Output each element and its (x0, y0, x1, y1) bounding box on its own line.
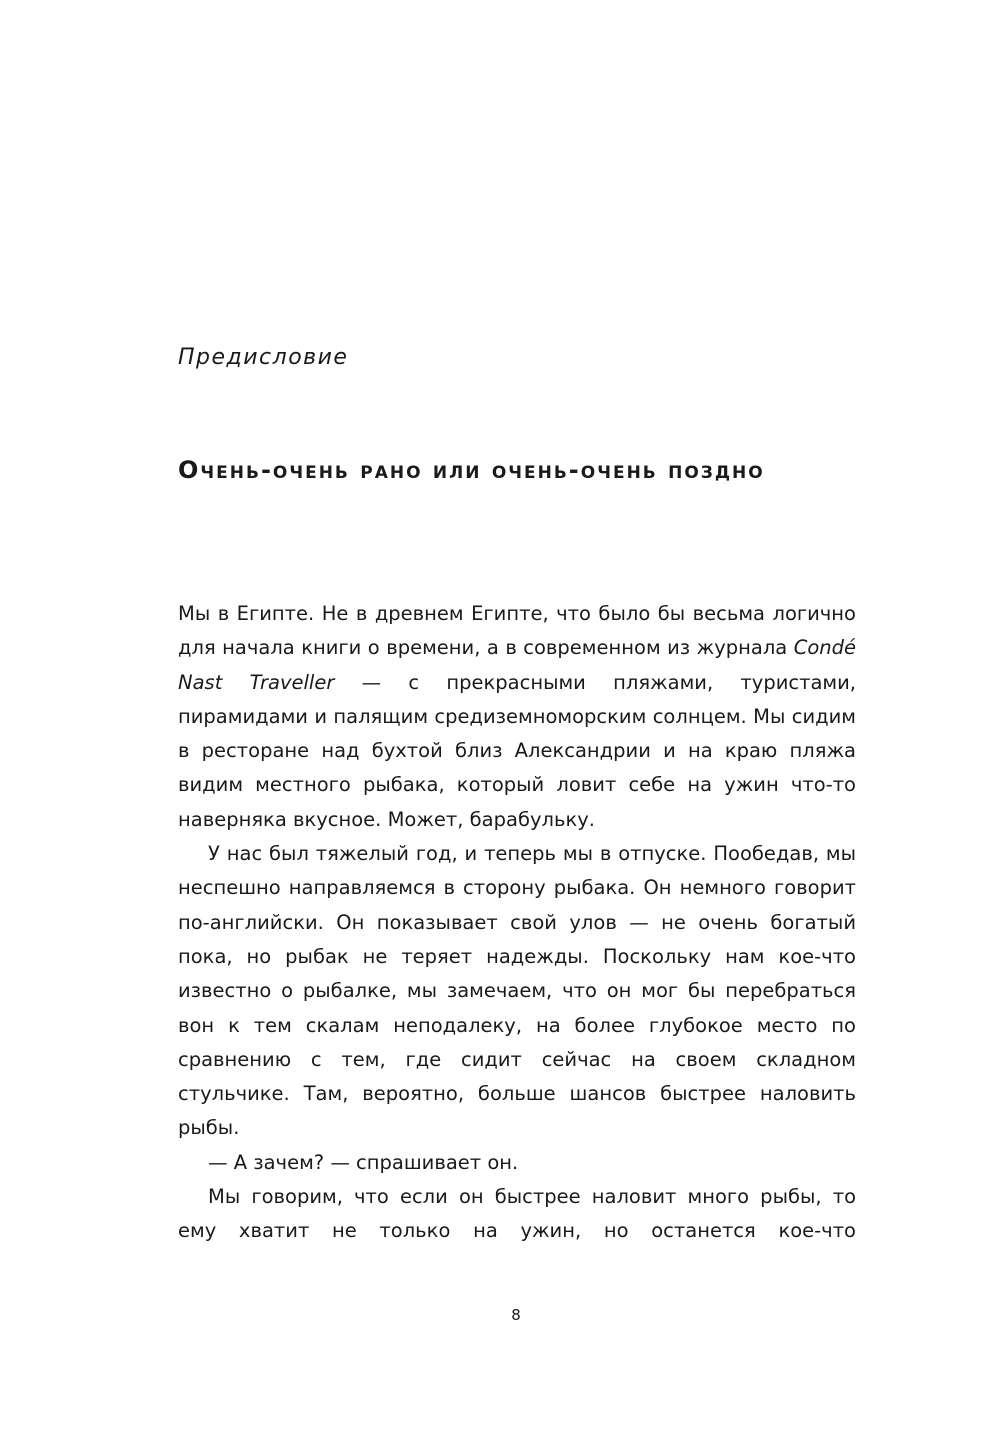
page-number: 8 (511, 1306, 521, 1324)
body-text (178, 597, 856, 1249)
paragraph-3: — А зачем? — спрашивает он. (208, 1150, 519, 1174)
chapter-title: Очень-очень рано или очень-очень поздно (178, 456, 765, 484)
section-label: Предисловие (178, 345, 349, 370)
paragraph-1 (178, 597, 856, 837)
paragraph-1-end: — с прекрасными пляжами, туристами, пирамидами и палящим средиземноморским солнцем. Мы сидим в ресторане над бухтой близ Александрии и на краю пляжа видим местного рыбака, который ловит себе на ужин что-то наверняка вкусное. Может, барабульку. (178, 670, 856, 831)
paragraph-4: Мы говорим, что если он быстрее наловит много рыбы, то ему хватит не только на ужин, но останется кое-что (178, 1185, 856, 1243)
paragraph-1-start: Мы в Египте. Не в древнем Египте, что было бы весьма логично для начала книги о времени, а в современном из журнала (178, 602, 856, 660)
magazine-title: Condé Nast Traveller (178, 636, 856, 694)
paragraph-2: У нас был тяжелый год, и теперь мы в отпуске. Пообедав, мы неспешно направляемся в сторону рыбака. Он немного говорит по-английски. Он показывает свой улов — не очень богатый пока, но рыбак не теряет надежды. Поскольку нам кое-что известно о рыбалке, мы замечаем, что он мог бы перебраться вон к тем скалам неподалеку, на более глубокое место по сравнению с тем, где сидит сейчас на своем складном стульчике. Там, вероятно, больше шансов быстрее наловить рыбы. (178, 842, 856, 1140)
